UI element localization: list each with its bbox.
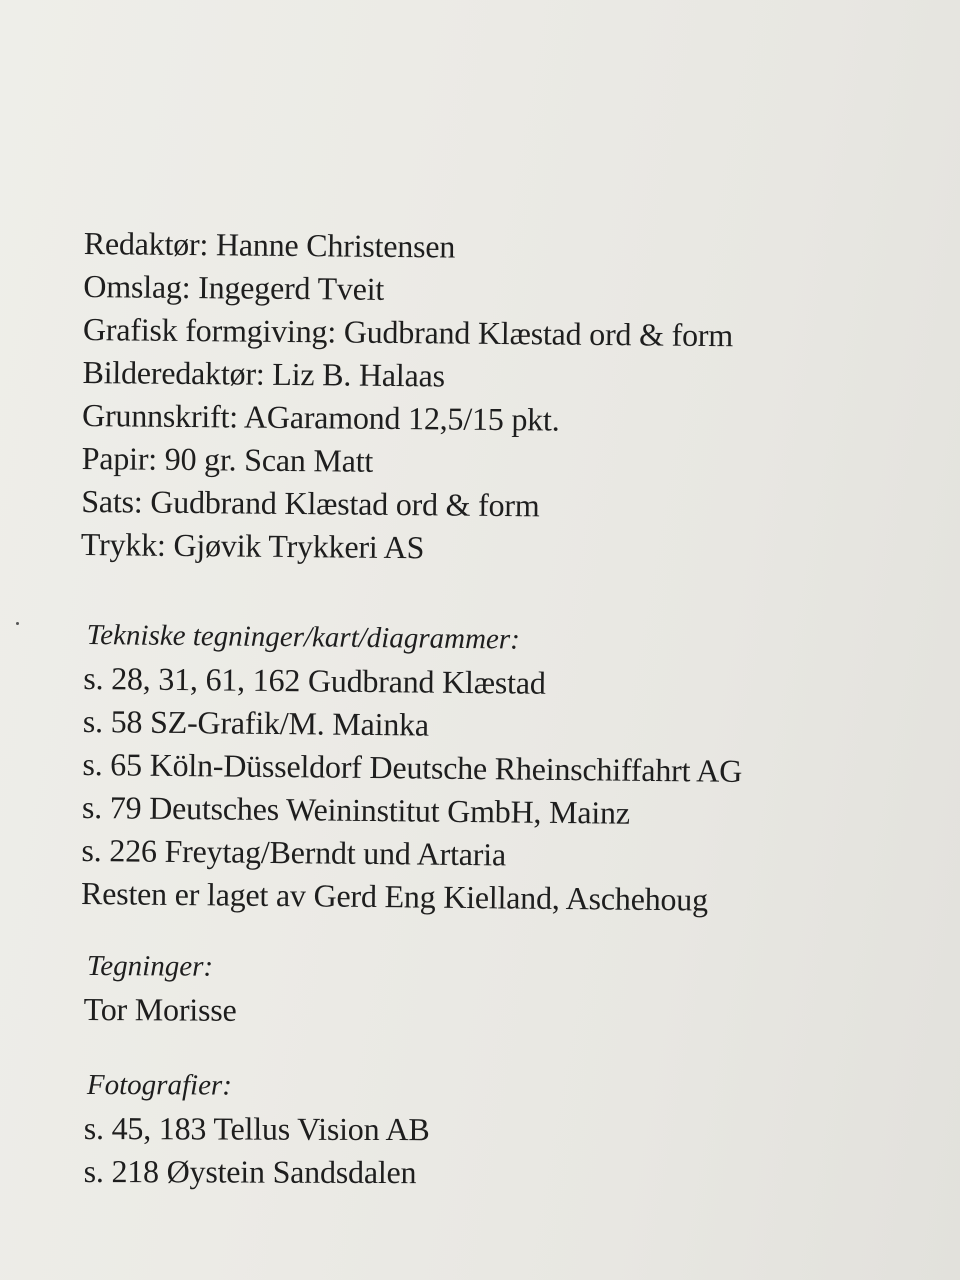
credit-typesetting: Sats: Gudbrand Klæstad ord & form	[81, 482, 540, 524]
credit-paper: Papir: 90 gr. Scan Matt	[81, 439, 374, 479]
photographs-line: s. 45, 183 Tellus Vision AB	[83, 1109, 430, 1148]
technical-drawings-section	[81, 614, 844, 923]
credit-printing: Trykk: Gjøvik Trykkeri AS	[80, 525, 425, 566]
technical-drawings-line: s. 79 Deutsches Weininstitut GmbH, Mainz	[81, 788, 631, 831]
technical-drawings-line: s. 28, 31, 61, 162 Gudbrand Klæstad	[83, 659, 546, 701]
credit-editor: Redaktør: Hanne Christensen	[83, 224, 456, 265]
technical-drawings-line: Resten er laget av Gerd Eng Kielland, Aschehoug	[80, 874, 709, 918]
drawings-line: Tor Morisse	[83, 990, 237, 1028]
technical-drawings-line: s. 58 SZ-Grafik/M. Mainka	[82, 702, 430, 743]
credit-cover: Omslag: Ingegerd Tveit	[83, 267, 385, 307]
drawings-section	[84, 945, 844, 1035]
photographs-section	[84, 1064, 844, 1196]
drawings-heading: Tegninger:	[86, 950, 214, 983]
photographs-heading: Fotografier:	[86, 1069, 232, 1102]
paper-speck	[16, 622, 19, 625]
credit-picture-editor: Bilderedaktør: Liz B. Halaas	[82, 353, 445, 394]
credit-typeface: Grunnskrift: AGaramond 12,5/15 pkt.	[81, 396, 560, 438]
credit-graphic-design: Grafisk formgiving: Gudbrand Klæstad ord & form	[82, 310, 734, 354]
photographs-line: s. 218 Øystein Sandsdalen	[83, 1152, 417, 1191]
technical-drawings-line: s. 226 Freytag/Berndt und Artaria	[81, 831, 507, 873]
technical-drawings-heading: Tekniske tegninger/kart/diagrammer:	[86, 619, 520, 656]
technical-drawings-line: s. 65 Köln-Düsseldorf Deutsche Rheinschiffahrt AG	[82, 745, 743, 789]
credits-list	[81, 222, 844, 573]
